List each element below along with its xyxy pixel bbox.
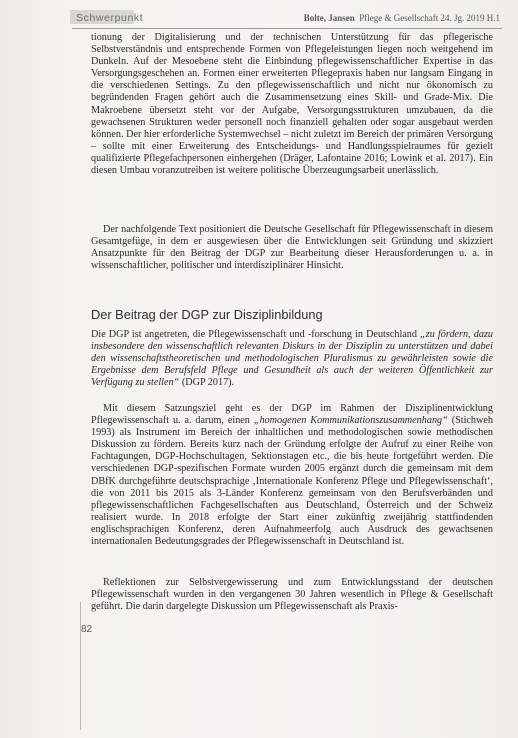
paragraph-4-part-b: (Stichweh 1993) als Instrument im Bereich der inhaltlichen und methodologischen sowie methodischen Diskussion zu fördern. Bereits kurz nach der Gründung erfolgte der Aufruf zu einer Reihe von Fachtagungen, DGP-Hochschultagen, Sektionstagen etc., die bis heute fortgeführt werden. Die verschiedenen DGP-spezifischen Formate wurden 2005 ergänzt durch die gemeinsam mit dem DBfK durchgeführte deutschsprachige ‚Internationale Konferenz Pflege und Pflegewissenschaft‘, die von 2011 bis 2015 als 3-Länder Konferenz gemeinsam von den Berufsverbänden und pflegewissenschaftlichen Fachgesellschaften aus Deutschland, Österreich und der Schweiz realisiert wurde. In 2018 erfolgte der Start einer zukünftig zweijährig stattfindenden englischsprachigen Konferenz, deren Aufnahmeerfolg auch Ausdruck des gewachsenen internationalen Bedeutungsgrades der Pflegewissenschaft in Deutschland ist. (91, 415, 494, 548)
paragraph-1 (91, 32, 493, 177)
paragraph-1-text: tionung der Digitalisierung und der technischen Unterstützung für das pflegerische Selbstverständnis und entsprechende Formen von Pflegeleistungen liegen noch weitgehend im Dunkeln. Auf der Mesoebene steht die Einbindung pflegewissenschaftlicher Expertise in das Versorgungsgeschehen an. Formen einer erweiterten Pflegepraxis haben nur langsam Eingang in die verschiedenen Settings. Zu den pflegewissenschaftlich und nicht nur ökonomisch zu begründenden Fragen gehört auch die Zusammensetzung eines Skill- und Grade-Mix. Die Makroebene übersetzt steht vor der Aufgabe, Versorgungsstrukturen umzubauen, da die gewachsenen Strukturen weder personell noch finanziell gehalten oder sogar ausgebaut werden können. Der hier erforderliche Systemwechsel – nicht zuletzt im Bereich der primären Versorgung – sollte mit einer Erweiterung des Entscheidungs- und Handlungsspielraumes für gezielt qualifizierte Pflegefachpersonen einhergehen (Dräger, Lafontaine 2016; Lowink et al. 2017). Ein diesen Umbau voranzutreiben ist weitere politische Überzeugungsarbeit unerlässlich. (91, 32, 493, 177)
section-label: Schwerpunkt (76, 12, 144, 24)
section-heading: Der Beitrag der DGP zur Disziplinbildung (91, 307, 323, 322)
margin-rule (80, 602, 81, 730)
paragraph-3-lead: Die DGP ist angetreten, die Pflegewissenschaft und -forschung in Deutschland (91, 329, 421, 340)
paragraph-4-part-a: Mit diesem Satzungsziel geht es der DGP im Rahmen der Disziplinentwicklung Pflegewissenschaft u. a. darum, einen (91, 403, 493, 427)
header-author: Bolte, Jansen (303, 13, 355, 23)
paragraph-3-tail: (DGP 2017). (179, 377, 235, 389)
running-header (72, 12, 502, 29)
paragraph-3 (91, 329, 493, 389)
paragraph-4-text (91, 403, 493, 548)
header-journal: Pflege & Gesellschaft 24. Jg. 2019 H.1 (359, 13, 500, 23)
paragraph-2 (91, 224, 493, 272)
statute-quote: „zu fördern, dazu insbesondere den wissenschaftlich relevanten Diskurs in der Disziplin zu unterstützen und dabei den wissenschaftstheoretischen und methodologischen Pluralismus zu gewährleisten sowie die Ergebnisse dem Berufsfeld Pflege und Gesundheit als auch der weiteren Öffentlichkeit zur Verfügung zu stellen“ (91, 329, 494, 389)
page-number: 82 (81, 624, 93, 635)
paragraph-4 (91, 403, 493, 548)
paragraph-3-text (91, 329, 493, 389)
paragraph-2-text: Der nachfolgende Text positioniert die Deutsche Gesellschaft für Pflegewissenschaft in diesem Gesamtgefüge, in dem er ausgewiesen über die Entwicklungen seit Gründung und skizziert Ansatzpunkte für den Beitrag der DGP zur Bearbeitung dieser Herausforderungen u. a. in wissenschaftlicher, politischer und interdisziplinärer Hinsicht. (91, 224, 493, 272)
paragraph-5-text: Reflektionen zur Selbstvergewisserung und zum Entwicklungsstand der deutschen Pflegewissenschaft wurden in den vergangenen 30 Jahren wesentlich in Pflege & Gesellschaft geführt. Die darin dargelegte Diskussion um Pflegewissenschaft als Praxis- (91, 577, 493, 613)
stichweh-quote: „homogenen Kommunikationszusammenhang“ (253, 415, 448, 427)
paragraph-5 (91, 577, 493, 613)
header-citation (304, 13, 500, 23)
